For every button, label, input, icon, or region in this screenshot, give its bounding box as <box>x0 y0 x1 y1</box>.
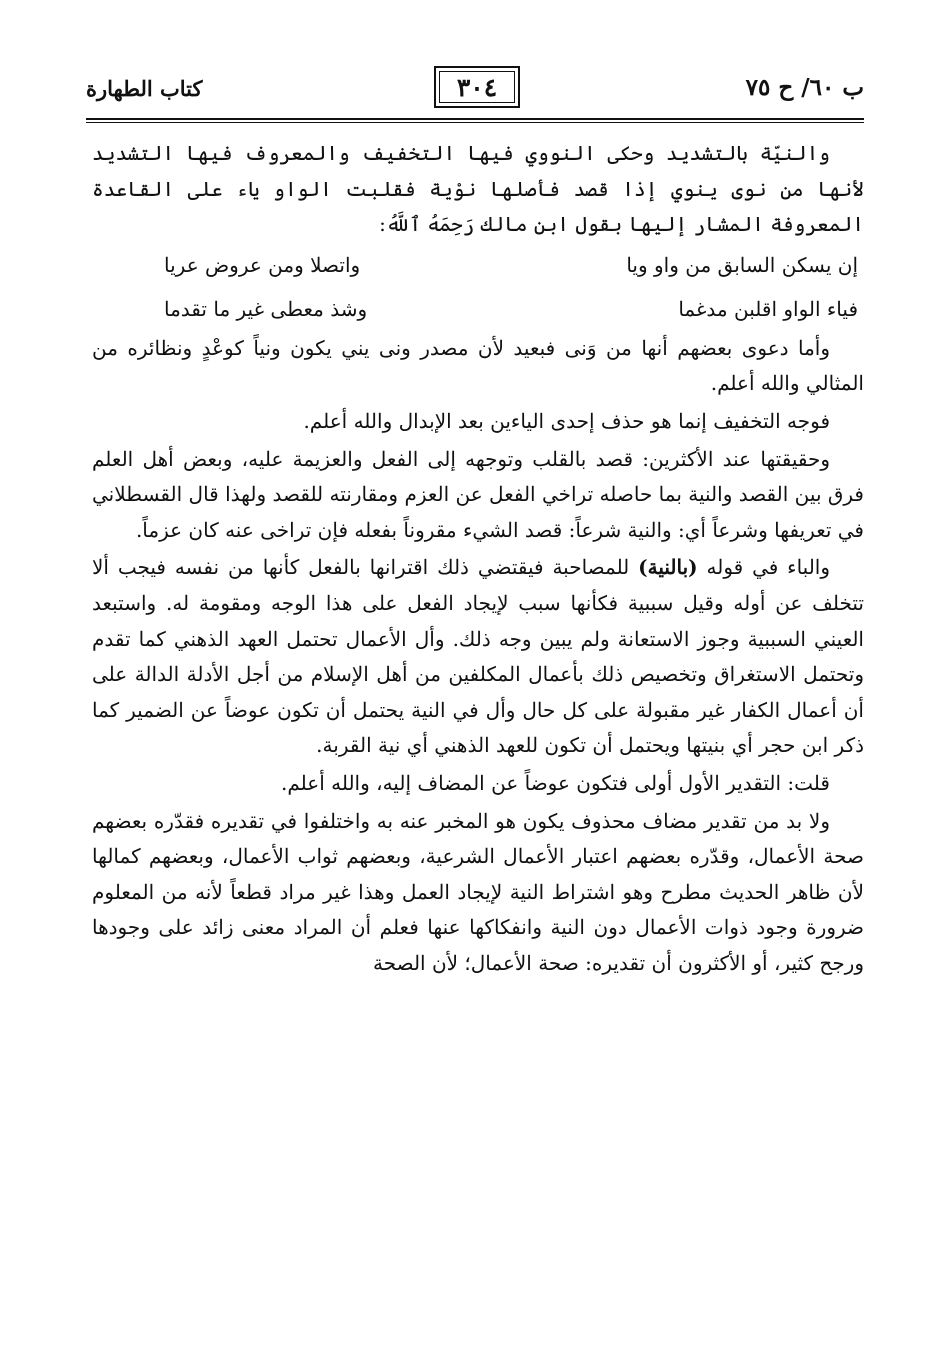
header-rule <box>86 118 864 120</box>
paragraph: فوجه التخفيف إنما هو حذف إحدى الياءين بعد الإبدال والله أعلم. <box>303 408 830 433</box>
chapter-reference: ب ٦٠/ ح ٧٥ <box>745 74 864 101</box>
verse-second-hemistich: وشذ معطى غير ما تقدما <box>164 296 368 321</box>
paragraph: والنيّة بالتشديد وحكى النووي فيها التخفيف والمعروف فيها التشديد لأنها من نوى ينوي إذا قصد فأصلها نوْية فقلبت الواو ياء على القاعدة المعروفة المشار إليها بقول ابن مالك رَحِمَهُ ٱللَّهُ: <box>92 141 864 237</box>
paragraph <box>92 550 864 764</box>
book-title: كتاب الطهارة <box>86 76 203 101</box>
hadith-keyword: (بالنية) <box>638 555 698 580</box>
poem-verse <box>164 287 864 331</box>
paragraph: ولا بد من تقدير مضاف محذوف يكون هو المخبر عنه به واختلفوا في تقديره فقدّره بعضهم صحة الأعمال، وقدّره بعضهم اعتبار الأعمال الشرعية، وبعضهم ثواب الأعمال، وبعضهم كمالها لأن ظاهر الحديث مطرح وهو اشتراط النية لإيجاد العمل وهذا غير مراد قطعاً لأنه من المعلوم ضرورة وجود ذوات الأعمال دون النية وانفكاكها عنها فعلم أن المراد معنى زائد على وجودها ورجح كثير، أو الأكثرون أن تقديره: صحة الأعمال؛ لأن الصحة <box>92 808 864 975</box>
page-number: ٣٠٤ <box>456 73 498 102</box>
verse-second-hemistich: واتصلا ومن عروض عريا <box>164 252 361 277</box>
paragraph-rest: للمصاحبة فيقتضي ذلك اقترانها بالفعل كأنها من نفسه فيجب ألا تتخلف عن أوله وقيل سببية فكأنها سبب لإيجاد الفعل على هذا الوجه ومقومة له. واستبعد العيني السببية وجوز الاستعانة ولم يبين وجه ذلك. وأل الأعمال تحتمل العهد الذهني كما تقدم وتحتمل الاستغراق وتخصيص ذلك بأعمال المكلفين من أهل الإسلام من أجل الأدلة الدالة على أن أعمال الكفار غير مقبولة على كل حال وأل في النية يحتمل أن تكون عوضاً عن الضمير كما ذكر ابن حجر أي بنيتها ويحتمل أن تكون للعهد الذهني أي نية القربة. <box>92 555 864 758</box>
poem-verse <box>164 243 864 287</box>
header-rule-thin <box>86 122 864 123</box>
page-header <box>86 66 864 116</box>
paragraph-lead: والباء في قوله <box>706 555 831 580</box>
paragraph: قلت: التقدير الأول أولى فتكون عوضاً عن المضاف إليه، والله أعلم. <box>280 770 830 795</box>
paragraph: وحقيقتها عند الأكثرين: قصد بالقلب وتوجهه إلى الفعل والعزيمة عليه، وبعض أهل العلم فرق بين القصد والنية بما حاصله تراخي الفعل عن العزم ومقارنته للقصد ولهذا قال القسطلاني في تعريفها وشرعاً أي: والنية شرعاً: قصد الشيء مقروناً بفعله فإن تراخى عنه كان عزماً. <box>92 446 864 542</box>
page-body <box>92 136 864 981</box>
verse-first-hemistich: فياء الواو اقلبن مدغما <box>678 296 858 321</box>
paragraph: وأما دعوى بعضهم أنها من وَنى فبعيد لأن مصدر ونى يني يكون ونياً كوعْدٍ ونظائره من المثالي والله أعلم. <box>92 335 864 396</box>
page-number-frame <box>434 66 520 108</box>
verse-first-hemistich: إن يسكن السابق من واو ويا <box>626 252 858 277</box>
